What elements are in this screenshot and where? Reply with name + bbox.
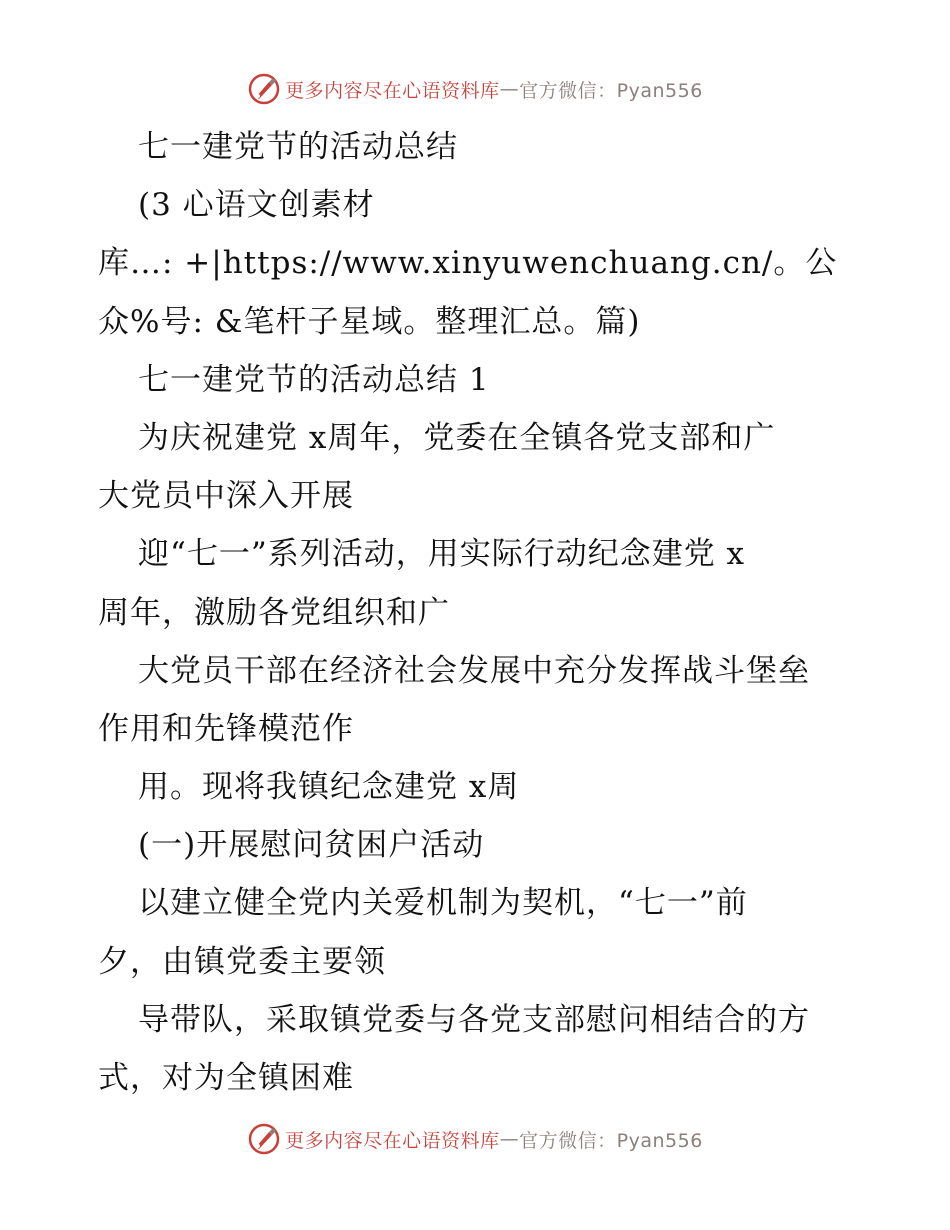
paragraph-line: 用。现将我镇纪念建党 x周 bbox=[138, 769, 520, 806]
footer-banner bbox=[0, 1122, 950, 1156]
pen-logo-icon bbox=[247, 72, 281, 106]
paragraph-line: 式，对为全镇困难 bbox=[98, 1060, 354, 1096]
paragraph-line: 导带队，采取镇党委与各党支部慰问相结合的方 bbox=[138, 1001, 810, 1038]
source-note-line: (3 心语文创素材 bbox=[138, 187, 375, 224]
source-note-line: 库…: +|https://www.xinyuwenchuang.cn/。公 bbox=[98, 245, 838, 282]
paragraph-line: 以建立健全党内关爱机制为契机，“七一”前 bbox=[138, 885, 748, 922]
subsection-heading: (一)开展慰问贫困户活动 bbox=[138, 827, 485, 864]
banner-main-text: 更多内容尽在心语资料库 bbox=[285, 1129, 500, 1152]
pen-logo-icon bbox=[247, 1122, 281, 1156]
banner-dash: — bbox=[499, 1128, 520, 1150]
paragraph-line: 大党员干部在经济社会发展中充分发挥战斗堡垒 bbox=[138, 652, 810, 689]
header-banner bbox=[0, 72, 950, 106]
paragraph-line: 作用和先锋模范作 bbox=[98, 710, 354, 747]
paragraph-line: 周年，激励各党组织和广 bbox=[98, 594, 450, 631]
paragraph-line: 为庆祝建党 x周年，党委在全镇各党支部和广 bbox=[138, 419, 776, 456]
source-note-line: 众%号: &笔杆子星域。整理汇总。篇) bbox=[98, 303, 641, 340]
doc-title: 七一建党节的活动总结 bbox=[138, 129, 458, 165]
banner-wechat-text: 官方微信：Pyan556 bbox=[519, 1129, 703, 1152]
document-body bbox=[98, 118, 858, 1107]
banner-wechat-text: 官方微信：Pyan556 bbox=[519, 79, 703, 102]
paragraph-line: 夕，由镇党委主要领 bbox=[98, 943, 386, 980]
section-heading: 七一建党节的活动总结 1 bbox=[138, 361, 490, 398]
paragraph-line: 迎“七一”系列活动，用实际行动纪念建党 x bbox=[138, 536, 746, 573]
banner-dash: — bbox=[499, 78, 520, 100]
banner-main-text: 更多内容尽在心语资料库 bbox=[285, 79, 500, 102]
paragraph-line: 大党员中深入开展 bbox=[98, 478, 354, 515]
